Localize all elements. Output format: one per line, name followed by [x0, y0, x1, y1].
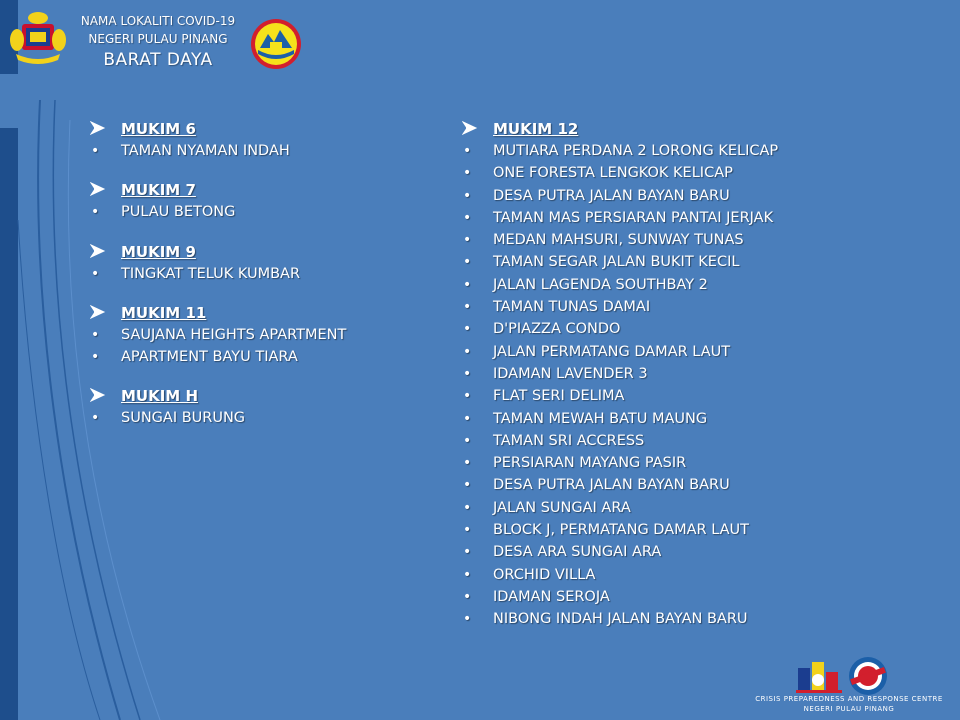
bullet-icon: •: [463, 477, 472, 494]
bullet-icon: •: [91, 410, 100, 427]
list-item: [460, 541, 900, 563]
bullet-icon: •: [463, 544, 472, 561]
list-item: [88, 201, 428, 223]
list-item-label: MUTIARA PERDANA 2 LORONG KELICAP: [493, 143, 779, 159]
list-item-label: NIBONG INDAH JALAN BAYAN BARU: [493, 611, 748, 628]
list-item: [88, 346, 428, 368]
bullet-icon: •: [463, 321, 472, 338]
arrow-icon: [90, 244, 106, 258]
locality-list: [88, 324, 428, 369]
covid-response-badge-icon: [848, 656, 888, 696]
locality-list: [88, 407, 428, 429]
mukim-group: [88, 241, 428, 285]
list-item-label: TAMAN TUNAS DAMAI: [493, 299, 651, 316]
header-title-block: [68, 12, 248, 71]
locality-list: [88, 140, 428, 162]
mukim-group: [88, 385, 428, 429]
list-item: [460, 341, 900, 363]
list-item-label: BLOCK J, PERMATANG DAMAR LAUT: [493, 522, 750, 539]
list-item-label: TINGKAT TELUK KUMBAR: [121, 265, 301, 282]
list-item-label: TAMAN SEGAR JALAN BUKIT KECIL: [493, 254, 740, 271]
list-item: [460, 318, 900, 340]
mukim-group: [460, 118, 900, 631]
list-item-label: D'PIAZZA CONDO: [493, 321, 621, 338]
list-item: [460, 385, 900, 407]
list-item-label: JALAN SUNGAI ARA: [493, 499, 631, 516]
list-item-label: JALAN LAGENDA SOUTHBAY 2: [493, 276, 708, 293]
mukim-heading-label: MUKIM H: [121, 387, 199, 406]
footer-branding: [744, 656, 954, 718]
list-item: [460, 430, 900, 452]
bullet-icon: •: [463, 365, 472, 382]
list-item: [460, 564, 900, 586]
bullet-icon: •: [91, 349, 100, 366]
list-item: [460, 363, 900, 385]
list-item: [460, 185, 900, 207]
footer-state-name: NEGERI PULAU PINANG: [803, 705, 895, 713]
malaysia-coat-of-arms-icon: [8, 10, 68, 66]
list-item-label: APARTMENT BAYU TIARA: [121, 349, 298, 366]
header-title-line1: NAMA LOKALITI COVID-19: [80, 14, 236, 28]
mukim-group: [88, 179, 428, 223]
list-item-label: IDAMAN SEROJA: [493, 588, 610, 605]
list-item-label: TAMAN NYAMAN INDAH: [121, 143, 290, 159]
list-item-label: SUNGAI BURUNG: [121, 410, 246, 427]
list-item: [460, 229, 900, 251]
list-item-label: TAMAN SRI ACCRESS: [493, 432, 645, 449]
bullet-icon: •: [463, 232, 472, 249]
header-region: BARAT DAYA: [103, 50, 213, 70]
bullet-icon: •: [463, 611, 472, 628]
list-item-label: DESA ARA SUNGAI ARA: [493, 544, 662, 561]
list-item: [460, 608, 900, 630]
list-item-label: DESA PUTRA JALAN BAYAN BARU: [493, 477, 730, 494]
bullet-icon: •: [91, 265, 100, 282]
mukim-group: [88, 118, 428, 162]
arrow-icon: [90, 305, 106, 319]
mukim-heading-label: MUKIM 6: [121, 120, 196, 138]
list-item-label: ORCHID VILLA: [493, 566, 596, 583]
mukim-heading-label: MUKIM 12: [493, 120, 579, 138]
bullet-icon: •: [463, 254, 472, 271]
penang-state-crest-icon: [250, 18, 302, 70]
arrow-icon: [90, 182, 106, 196]
bullet-icon: •: [463, 522, 472, 539]
mukim-heading: [88, 241, 428, 263]
list-item: [460, 408, 900, 430]
list-item-label: ONE FORESTA LENGKOK KELICAP: [493, 165, 733, 182]
bullet-icon: •: [463, 209, 472, 226]
footer-text: [744, 694, 954, 714]
right-column: [460, 118, 900, 648]
mukim-heading-label: MUKIM 11: [121, 303, 207, 322]
list-item: [460, 452, 900, 474]
list-item: [460, 251, 900, 273]
list-item: [88, 140, 428, 162]
list-item: [460, 207, 900, 229]
list-item-label: PULAU BETONG: [121, 204, 236, 221]
bullet-icon: •: [463, 343, 472, 360]
bullet-icon: •: [463, 410, 472, 427]
mukim-heading-label: MUKIM 9: [121, 242, 196, 261]
bullet-icon: •: [463, 165, 472, 182]
list-item-label: TAMAN MAS PERSIARAN PANTAI JERJAK: [493, 209, 774, 226]
list-item: [460, 519, 900, 541]
list-item: [88, 407, 428, 429]
list-item-label: FLAT SERI DELIMA: [493, 388, 625, 405]
list-item: [460, 274, 900, 296]
bullet-icon: •: [463, 388, 472, 405]
bullet-icon: •: [91, 143, 100, 159]
arrow-icon: [90, 121, 106, 135]
header-title-line2: NEGERI PULAU PINANG: [88, 32, 228, 46]
list-item: [88, 324, 428, 346]
locality-list: [460, 140, 900, 631]
mukim-heading: [460, 118, 900, 140]
bullet-icon: •: [463, 566, 472, 583]
mukim-heading: [88, 302, 428, 324]
locality-list: [88, 263, 428, 285]
cprc-logo-icon: [794, 658, 844, 694]
mukim-heading: [88, 385, 428, 407]
bullet-icon: •: [463, 143, 472, 159]
bullet-icon: •: [463, 499, 472, 516]
slide-header: [0, 0, 320, 74]
list-item-label: DESA PUTRA JALAN BAYAN BARU: [493, 187, 730, 204]
arrow-icon: [462, 121, 478, 135]
list-item-label: PERSIARAN MAYANG PASIR: [493, 455, 687, 472]
bullet-icon: •: [463, 455, 472, 472]
list-item: [460, 497, 900, 519]
list-item: [460, 296, 900, 318]
list-item: [460, 140, 900, 162]
mukim-heading: [88, 118, 428, 140]
footer-org-name: CRISIS PREPAREDNESS AND RESPONSE CENTRE: [755, 695, 943, 703]
list-item-label: JALAN PERMATANG DAMAR LAUT: [493, 343, 731, 360]
mukim-heading-label: MUKIM 7: [121, 181, 196, 200]
mukim-heading: [88, 179, 428, 201]
bullet-icon: •: [91, 326, 100, 343]
list-item-label: TAMAN MEWAH BATU MAUNG: [493, 410, 708, 427]
arrow-icon: [90, 388, 106, 402]
locality-list: [88, 201, 428, 223]
list-item: [460, 162, 900, 184]
bullet-icon: •: [463, 276, 472, 293]
list-item-label: MEDAN MAHSURI, SUNWAY TUNAS: [493, 232, 744, 249]
bullet-icon: •: [463, 187, 472, 204]
bullet-icon: •: [463, 432, 472, 449]
bullet-icon: •: [91, 204, 100, 221]
bullet-icon: •: [463, 588, 472, 605]
list-item: [460, 586, 900, 608]
list-item-label: IDAMAN LAVENDER 3: [493, 365, 648, 382]
list-item-label: SAUJANA HEIGHTS APARTMENT: [121, 326, 347, 343]
left-column: [88, 118, 428, 447]
list-item: [88, 263, 428, 285]
mukim-group: [88, 302, 428, 369]
list-item: [460, 474, 900, 496]
bullet-icon: •: [463, 299, 472, 316]
